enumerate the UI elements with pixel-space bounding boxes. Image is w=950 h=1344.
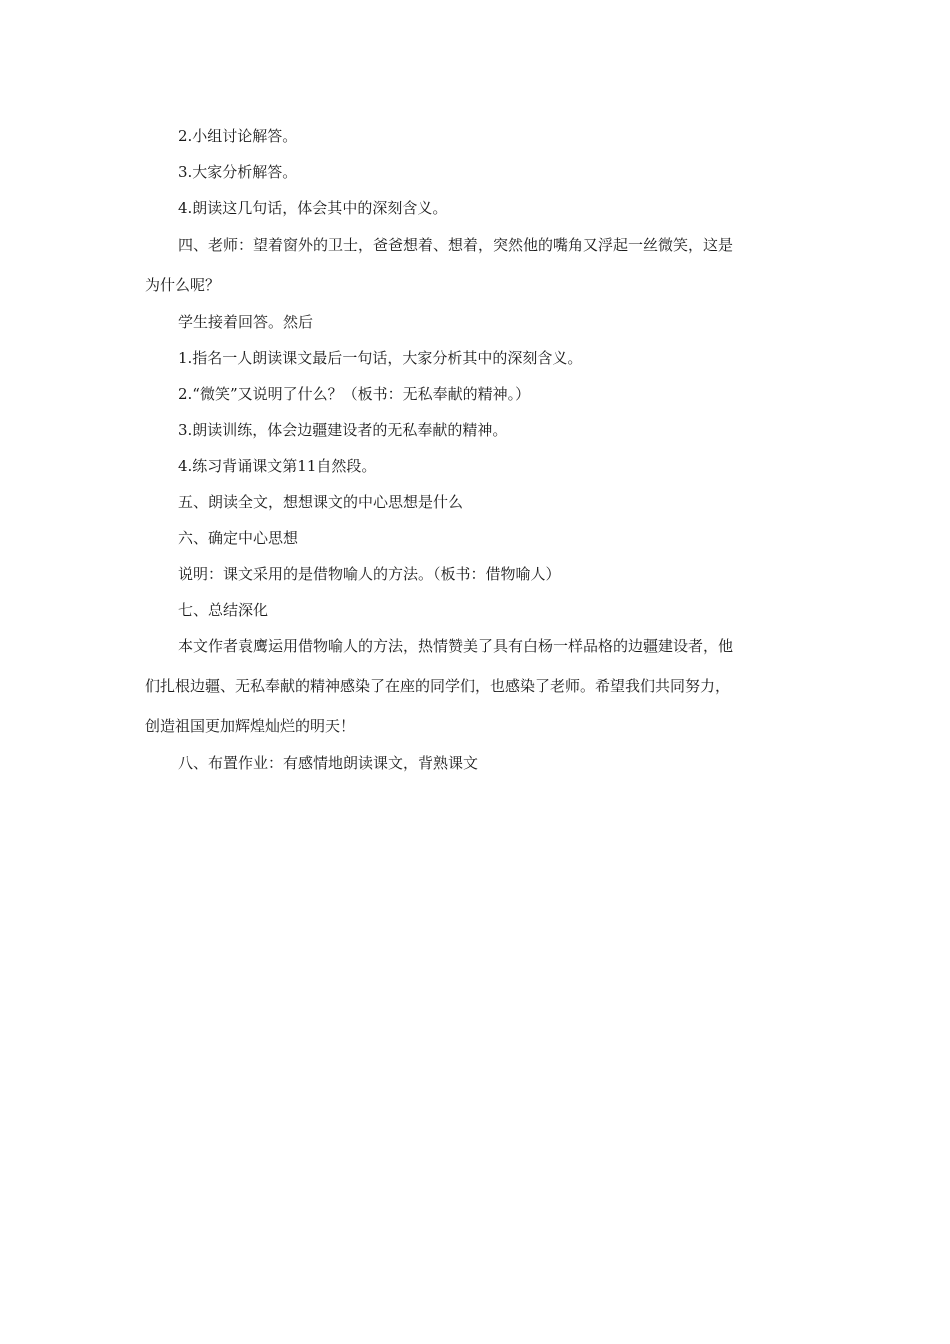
paragraph-line: 2.小组讨论解答。 xyxy=(178,127,298,145)
section-heading-6: 六、确定中心思想 xyxy=(178,529,299,547)
paragraph-line: 说明：课文采用的是借物喻人的方法。（板书：借物喻人） xyxy=(178,565,561,583)
section-heading-4: 四、老师：望着窗外的卫士，爸爸想着、想着，突然他的嘴角又浮起一丝微笑，这是 xyxy=(178,236,734,254)
section-heading-5: 五、朗读全文，想想课文的中心思想是什么 xyxy=(178,493,464,511)
paragraph-line: 4.朗读这几句话，体会其中的深刻含义。 xyxy=(178,199,448,217)
paragraph-line: 4.练习背诵课文第11自然段。 xyxy=(178,457,377,475)
paragraph-line: 3.大家分析解答。 xyxy=(178,163,298,181)
paragraph-line: 创造祖国更加辉煌灿烂的明天！ xyxy=(145,717,356,735)
section-heading-8: 八、布置作业：有感情地朗读课文，背熟课文 xyxy=(178,754,479,772)
paragraph-line: 3.朗读训练，体会边疆建设者的无私奉献的精神。 xyxy=(178,421,508,439)
paragraph-line: 1.指名一人朗读课文最后一句话，大家分析其中的深刻含义。 xyxy=(178,349,583,367)
paragraph-line: 2.“微笑”又说明了什么？（板书：无私奉献的精神。） xyxy=(178,385,531,403)
section-heading-7: 七、总结深化 xyxy=(178,601,269,619)
paragraph-line: 为什么呢？ xyxy=(145,276,221,294)
paragraph-line: 本文作者袁鹰运用借物喻人的方法，热情赞美了具有白杨一样品格的边疆建设者，他 xyxy=(178,637,734,655)
paragraph-line: 们扎根边疆、无私奉献的精神感染了在座的同学们，也感染了老师。希望我们共同努力， xyxy=(145,677,731,695)
paragraph-line: 学生接着回答。然后 xyxy=(178,313,314,331)
